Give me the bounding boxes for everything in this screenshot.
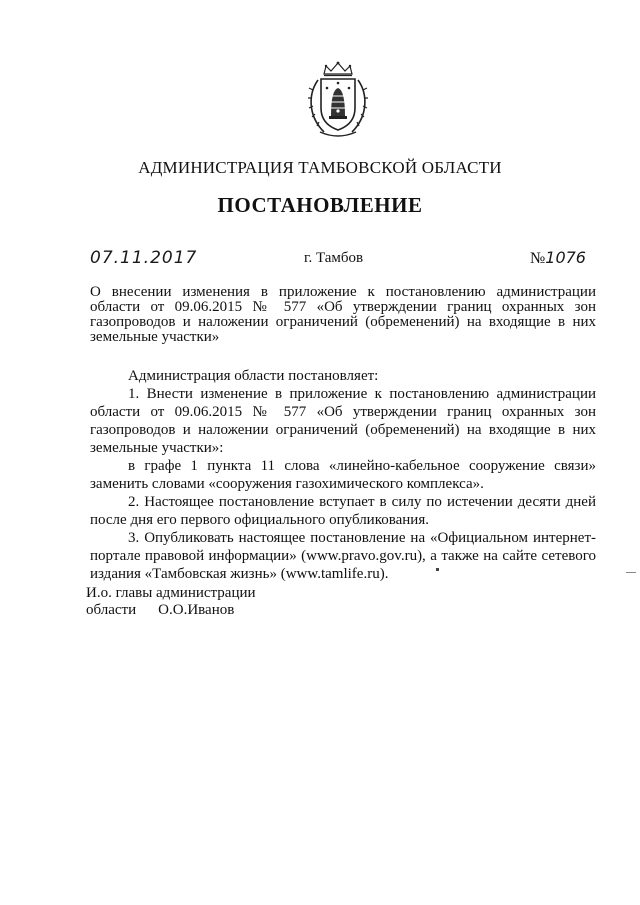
signature-name: О.О.Иванов <box>158 602 235 618</box>
body-paragraph-2: 2. Настоящее постановление вступает в силу по истечении десяти дней после дня его первого официального опубликования. <box>90 494 596 528</box>
document-type-title: ПОСТАНОВЛЕНИЕ <box>217 193 423 217</box>
body-paragraph-1: 1. Внести изменение в приложение к постановлению администрации области от 09.06.2015 № 577 «Об утверждении границ охранных зон газопроводов и наложении ограничений (обременений) на входящие в них земельные участки»: <box>90 386 596 456</box>
number-value: 1076 <box>545 248 586 267</box>
tambov-coat-of-arms-icon <box>304 60 372 140</box>
document-subject: О внесении изменения в приложение к постановлению администрации области от 09.06.2015 № 577 «Об утверждении границ охранных зон газопроводов и наложении ограничений (обременений) на входящие в них земельные участки» <box>90 284 596 345</box>
document-body <box>90 367 596 583</box>
organization-title: АДМИНИСТРАЦИЯ ТАМБОВСКОЙ ОБЛАСТИ <box>138 158 502 177</box>
scan-edge-mark <box>626 572 636 573</box>
signature-block <box>86 585 256 619</box>
document-number <box>530 248 586 268</box>
scan-speck <box>436 568 439 571</box>
body-intro: Администрация области постановляет: <box>128 368 379 384</box>
signature-position: И.о. главы администрации <box>86 585 256 601</box>
document-date: 07.11.2017 <box>90 248 198 268</box>
signature-region: области <box>86 602 137 618</box>
document-city: г. Тамбов <box>304 250 364 266</box>
body-paragraph-3: 3. Опубликовать настоящее постановление на «Официальном интернет-портале правовой информации» (www.pravo.gov.ru), а также на сайте сетевого издания «Тамбовская жизнь» (www.tamlife.ru). <box>90 530 596 582</box>
body-paragraph-1-change: в графе 1 пункта 11 слова «линейно-кабельное сооружение связи» заменить словами «сооружения газохимического комплекса». <box>90 458 596 492</box>
number-sign: № <box>530 250 546 267</box>
